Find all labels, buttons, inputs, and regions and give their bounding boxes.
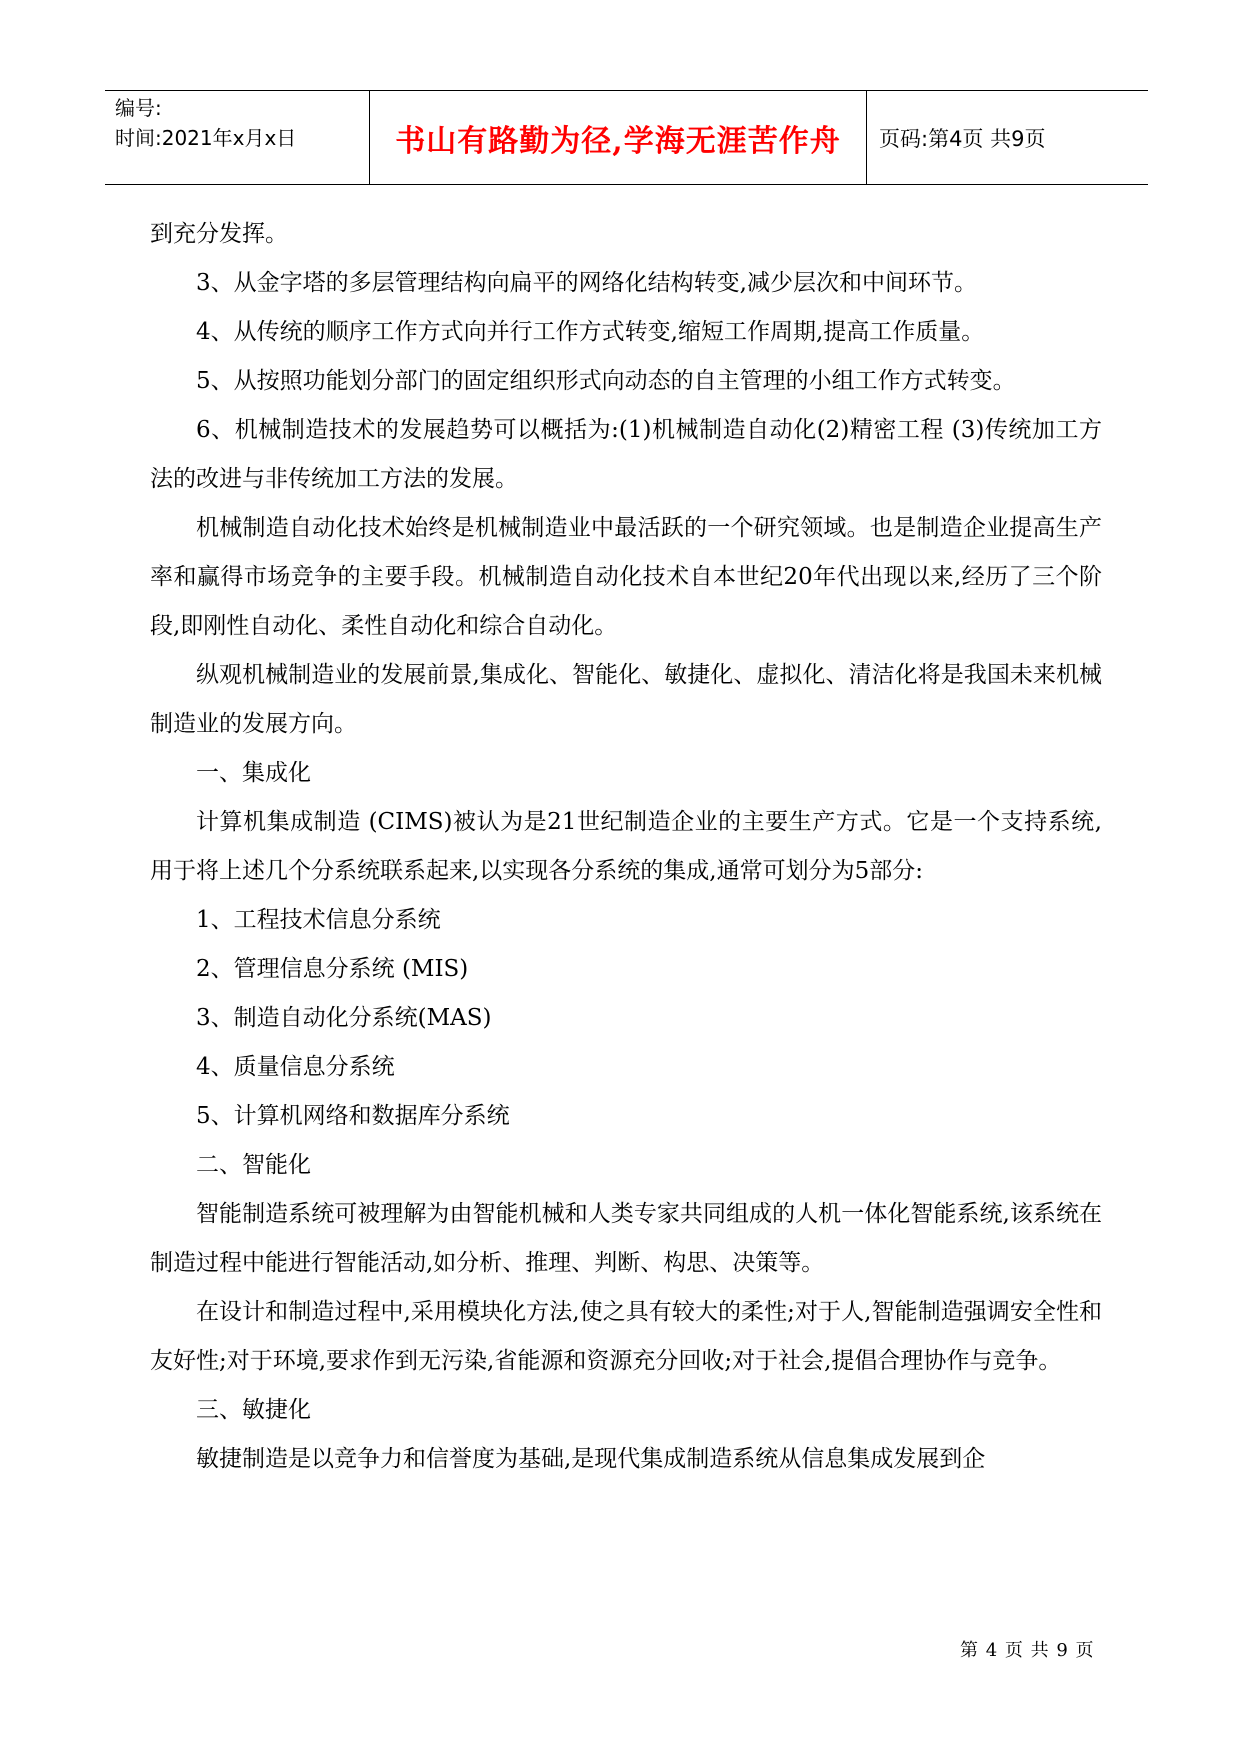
header-motto-cell (370, 91, 867, 184)
section-heading: 三、敏捷化 (196, 1397, 311, 1423)
paragraph: 计算机集成制造 (CIMS)被认为是21世纪制造企业的主要生产方式。它是一个支持系统,用于将上述几个分系统联系起来,以实现各分系统的集成,通常可划分为5部分: (150, 809, 1102, 884)
paragraph: 智能制造系统可被理解为由智能机械和人类专家共同组成的人机一体化智能系统,该系统在制造过程中能进行智能活动,如分析、推理、判断、构思、决策等。 (150, 1201, 1102, 1276)
paragraph: 纵观机械制造业的发展前景,集成化、智能化、敏捷化、虚拟化、清洁化将是我国未来机械制造业的发展方向。 (150, 662, 1102, 737)
document-body (150, 210, 1102, 1484)
list-item: 3、制造自动化分系统(MAS) (196, 1005, 492, 1031)
list-item: 4、质量信息分系统 (196, 1054, 395, 1080)
paragraph: 3、从金字塔的多层管理结构向扁平的网络化结构转变,减少层次和中间环节。 (196, 270, 977, 296)
paragraph: 在设计和制造过程中,采用模块化方法,使之具有较大的柔性;对于人,智能制造强调安全性和友好性;对于环境,要求作到无污染,省能源和资源充分回收;对于社会,提倡合理协作与竞争。 (150, 1299, 1102, 1374)
section-heading: 二、智能化 (196, 1152, 311, 1178)
header-page-label: 页码:第4页 共9页 (879, 126, 1046, 151)
paragraph: 6、机械制造技术的发展趋势可以概括为:(1)机械制造自动化(2)精密工程 (3)传统加工方法的改进与非传统加工方法的发展。 (150, 417, 1102, 492)
paragraph: 4、从传统的顺序工作方式向并行工作方式转变,缩短工作周期,提高工作质量。 (196, 319, 985, 345)
list-item: 2、管理信息分系统 (MIS) (196, 956, 469, 982)
paragraph: 5、从按照功能划分部门的固定组织形式向动态的自主管理的小组工作方式转变。 (196, 368, 1016, 394)
paragraph: 到充分发挥。 (150, 221, 288, 247)
page-header (105, 90, 1148, 185)
header-meta (105, 91, 370, 184)
list-item: 1、工程技术信息分系统 (196, 907, 441, 933)
section-heading: 一、集成化 (196, 760, 311, 786)
document-time-label: 时间:2021年x月x日 (115, 126, 297, 150)
paragraph: 机械制造自动化技术始终是机械制造业中最活跃的一个研究领域。也是制造企业提高生产率和赢得市场竞争的主要手段。机械制造自动化技术自本世纪20年代出现以来,经历了三个阶段,即刚性自动化、柔性自动化和综合自动化。 (150, 515, 1102, 639)
header-page-cell (867, 91, 1148, 184)
document-number-label: 编号: (115, 96, 162, 120)
paragraph: 敏捷制造是以竞争力和信誉度为基础,是现代集成制造系统从信息集成发展到企 (196, 1446, 986, 1472)
header-motto: 书山有路勤为径,学海无涯苦作舟 (395, 123, 841, 159)
list-item: 5、计算机网络和数据库分系统 (196, 1103, 510, 1129)
page-footer: 第 4 页 共 9 页 (960, 1640, 1095, 1661)
